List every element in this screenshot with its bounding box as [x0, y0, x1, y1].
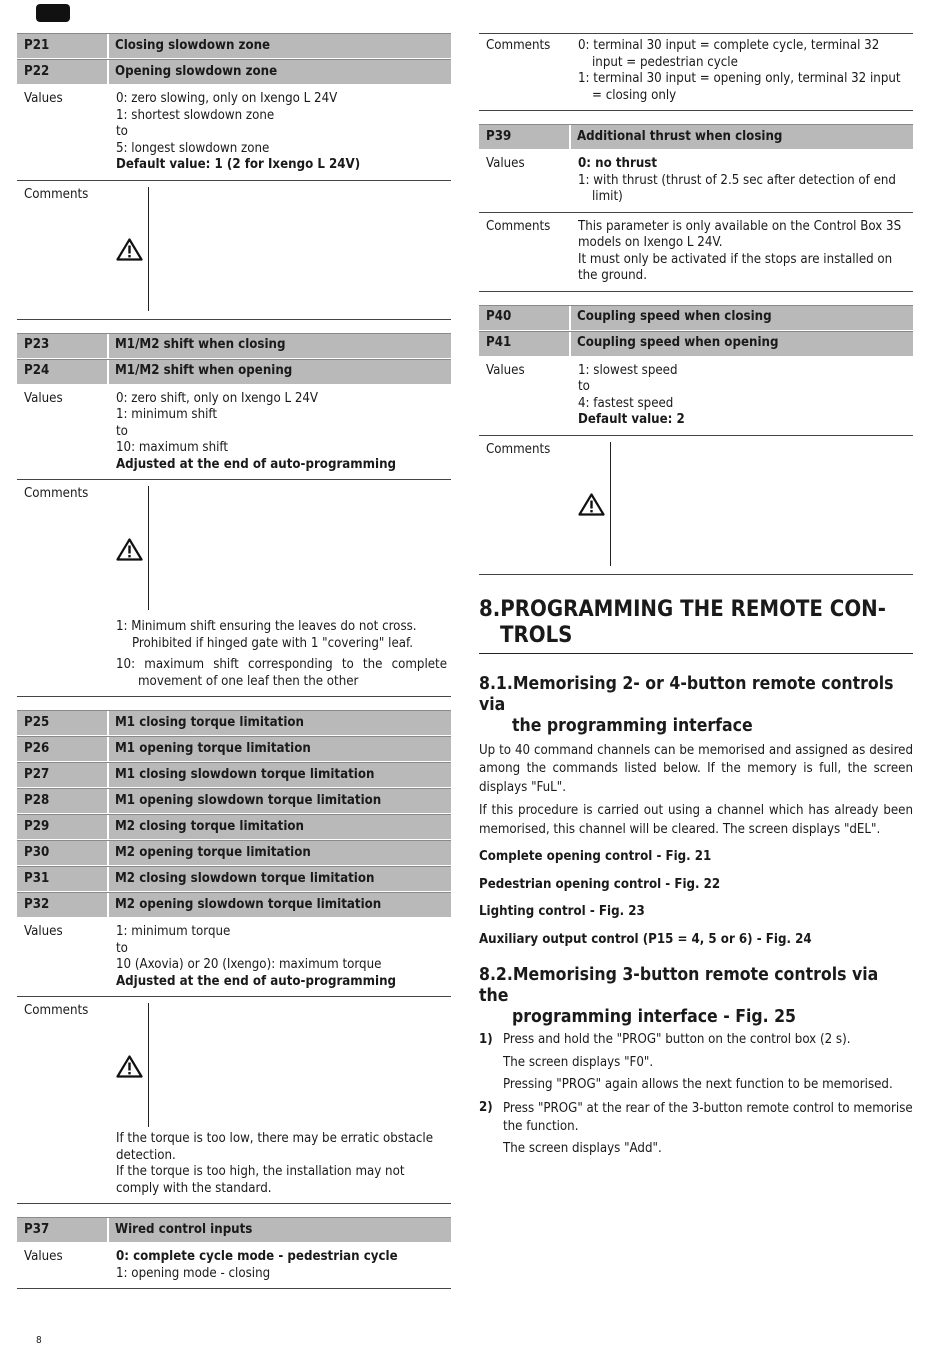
- right-column: [479, 33, 913, 1157]
- comments-label: Comments: [486, 218, 551, 234]
- param-header-p32: [17, 892, 451, 918]
- param-title: M2 closing slowdown torque limitation: [115, 870, 375, 886]
- comments-label: Comments: [24, 1003, 89, 1018]
- param-title: Coupling speed when closing: [577, 309, 772, 325]
- param-header-p26: [17, 736, 451, 762]
- values-row: [17, 1243, 451, 1289]
- param-title: Wired control inputs: [115, 1221, 253, 1237]
- note-line: If the torque is too high, the installation may not comply with the standard.: [116, 1164, 405, 1196]
- param-header-p27: [17, 762, 451, 788]
- param-code: P26: [17, 737, 109, 761]
- value-line-bold: 0: complete cycle mode - pedestrian cycle: [116, 1249, 398, 1264]
- param-code: P39: [479, 125, 571, 149]
- default-value: Adjusted at the end of auto-programming: [116, 973, 397, 989]
- left-column: [17, 33, 451, 1289]
- values-content: [578, 156, 913, 206]
- values-content: [578, 363, 913, 429]
- param-header-p23: [17, 333, 451, 359]
- step-extra: The screen displays "F0".: [503, 1054, 654, 1070]
- step-extra: The screen displays "Add".: [503, 1140, 662, 1156]
- value-line: to: [116, 423, 128, 439]
- param-code: P40: [479, 306, 571, 330]
- comment-line: This parameter is only available on the Control Box 3S models on Ixengo L 24V.: [578, 218, 902, 250]
- subsection-title-line2: programming interface - Fig. 25: [512, 1007, 797, 1027]
- default-value: Adjusted at the end of auto-programming: [116, 456, 397, 472]
- subsection-title-line1: Memorising 3-button remote controls via the: [479, 965, 879, 1006]
- warning-icon: [116, 486, 148, 612]
- param-title: Closing slowdown zone: [115, 37, 271, 53]
- param-header-p24: [17, 359, 451, 385]
- param-header-p31: [17, 866, 451, 892]
- section-heading: [479, 597, 913, 654]
- step-body: [503, 1100, 913, 1158]
- comment-line: 1: terminal 30 input = opening only, terminal 32 input = closing only: [578, 71, 901, 103]
- param-code: P37: [17, 1218, 109, 1242]
- divider: [148, 486, 149, 610]
- comments-label: Comments: [24, 486, 89, 501]
- comment-line: 0: terminal 30 input = complete cycle, terminal 32 input = pedestrian cycle: [578, 38, 880, 70]
- param-title: M1 opening slowdown torque limitation: [115, 792, 382, 808]
- param-code: P23: [17, 334, 109, 358]
- param-title: M2 opening slowdown torque limitation: [115, 896, 382, 912]
- control-heading: Complete opening control - Fig. 21: [479, 849, 712, 864]
- step-extra: Pressing "PROG" again allows the next function to be memorised.: [503, 1077, 893, 1092]
- param-title: Opening slowdown zone: [115, 63, 278, 79]
- param-title: M1/M2 shift when opening: [115, 363, 293, 379]
- subsection-heading-8-1: [479, 674, 913, 737]
- comments-label: Comments: [24, 186, 89, 202]
- comments-content: [116, 187, 451, 313]
- param-title: M2 opening torque limitation: [115, 844, 311, 860]
- param-header-p39: [479, 124, 913, 150]
- note-line: 1: Minimum shift ensuring the leaves do not cross. Prohibited if hinged gate with 1 "covering" leaf.: [116, 619, 417, 651]
- param-header-p37: [17, 1217, 451, 1243]
- param-title: M1 closing torque limitation: [115, 714, 304, 730]
- param-header-p41: [479, 331, 913, 357]
- comments-content: [116, 486, 451, 690]
- step-text: Press and hold the "PROG" button on the control box (2 s).: [503, 1032, 851, 1047]
- param-code: P22: [17, 60, 109, 84]
- section-number: 8.: [479, 596, 501, 622]
- values-label: Values: [24, 1249, 63, 1264]
- comment-line: It must only be activated if the stops are installed on the ground.: [578, 251, 893, 283]
- param-code: P28: [17, 789, 109, 813]
- values-label: Values: [24, 390, 63, 406]
- param-code: P32: [17, 893, 109, 917]
- values-row: [17, 385, 451, 481]
- comments-label: Comments: [486, 38, 551, 53]
- comments-row: [479, 33, 913, 111]
- warning-box: [116, 1003, 447, 1129]
- divider: [148, 187, 149, 311]
- page-number: 8: [36, 1335, 42, 1346]
- warning-box: [116, 187, 447, 313]
- value-line: 1: slowest speed: [578, 362, 678, 378]
- warning-icon: [116, 187, 148, 313]
- param-code: P24: [17, 360, 109, 384]
- comments-content: [578, 442, 913, 568]
- value-line-bold: 0: no thrust: [578, 156, 658, 171]
- param-header-p29: [17, 814, 451, 840]
- param-code: P31: [17, 867, 109, 891]
- param-header-p21: [17, 33, 451, 59]
- param-header-p22: [17, 59, 451, 85]
- param-title: M1/M2 shift when closing: [115, 337, 286, 353]
- step-body: [503, 1032, 893, 1094]
- param-title: M2 closing torque limitation: [115, 818, 304, 834]
- value-line: 1: opening mode - closing: [116, 1265, 271, 1281]
- values-row: [17, 918, 451, 997]
- value-line: 0: zero shift, only on Ixengo L 24V: [116, 390, 319, 406]
- value-line: to: [578, 379, 590, 394]
- warning-icon: [578, 442, 610, 568]
- param-code: P30: [17, 841, 109, 865]
- value-line: 1: minimum torque: [116, 924, 231, 939]
- subsection-title-line1: Memorising 2- or 4-button remote controls via: [479, 673, 894, 715]
- subsection-number: 8.2.: [479, 965, 513, 985]
- values-content: [116, 924, 451, 990]
- step-item: [479, 1100, 913, 1158]
- values-row: [479, 150, 913, 213]
- value-line: 4: fastest speed: [578, 395, 674, 411]
- comments-row: [479, 213, 913, 292]
- comments-row: [17, 480, 451, 697]
- control-heading: Pedestrian opening control - Fig. 22: [479, 876, 721, 892]
- values-content: [116, 91, 451, 174]
- param-title: Coupling speed when opening: [577, 335, 779, 351]
- control-heading: Auxiliary output control (P15 = 4, 5 or 6) - Fig. 24: [479, 931, 812, 947]
- paragraph: Up to 40 command channels can be memorised and assigned as desired among the commands listed below. If the memory is full, the screen displays "FuL".: [479, 742, 913, 795]
- warning-icon: [116, 1003, 148, 1129]
- param-code: P21: [17, 34, 109, 58]
- values-label: Values: [486, 156, 525, 171]
- value-line: 1: shortest slowdown zone: [116, 107, 275, 123]
- value-line: to: [116, 940, 128, 956]
- warning-box: [116, 486, 447, 612]
- param-header-p40: [479, 305, 913, 331]
- value-line: 1: with thrust (thrust of 2.5 sec after detection of end limit): [578, 172, 896, 204]
- values-row: [17, 85, 451, 181]
- values-label: Values: [486, 362, 525, 378]
- divider: [148, 1003, 149, 1127]
- comments-content: [578, 219, 913, 285]
- control-heading: Lighting control - Fig. 23: [479, 904, 645, 919]
- section-title-line1: PROGRAMMING THE REMOTE CON-: [500, 596, 886, 622]
- value-line: 10: maximum shift: [116, 440, 228, 455]
- default-value: Default value: 1 (2 for Ixengo L 24V): [116, 157, 361, 172]
- values-label: Values: [24, 91, 63, 106]
- param-title: M1 closing slowdown torque limitation: [115, 766, 375, 782]
- param-code: P25: [17, 711, 109, 735]
- subsection-title-line2: the programming interface: [512, 715, 753, 736]
- value-line: 0: zero slowing, only on Ixengo L 24V: [116, 91, 338, 106]
- language-tab: [36, 4, 70, 22]
- paragraph: If this procedure is carried out using a channel which has already been memorised, this channel will be cleared. The screen displays "dEL".: [479, 803, 913, 837]
- comments-row: [17, 997, 451, 1204]
- divider: [610, 442, 611, 566]
- values-row: [479, 357, 913, 436]
- param-header-p28: [17, 788, 451, 814]
- param-title: M1 opening torque limitation: [115, 740, 311, 756]
- step-text: Press "PROG" at the rear of the 3-button remote control to memorise the function.: [503, 1100, 913, 1134]
- value-line: 1: minimum shift: [116, 407, 217, 422]
- step-number: 1): [479, 1032, 493, 1047]
- comments-label: Comments: [486, 441, 551, 457]
- param-code: P27: [17, 763, 109, 787]
- step-item: [479, 1032, 913, 1094]
- note-line: If the torque is too low, there may be erratic obstacle detection.: [116, 1131, 433, 1163]
- param-title: Additional thrust when closing: [577, 128, 783, 144]
- value-line: 5: longest slowdown zone: [116, 140, 270, 156]
- subsection-heading-8-2: [479, 965, 913, 1028]
- step-number: 2): [479, 1099, 493, 1115]
- values-content: [116, 391, 451, 474]
- param-header-p25: [17, 710, 451, 736]
- value-line: 10 (Axovia) or 20 (Ixengo): maximum torque: [116, 957, 382, 972]
- param-code: P29: [17, 815, 109, 839]
- comments-row: [17, 181, 451, 320]
- section-title-line2: TROLS: [500, 622, 573, 648]
- comments-content: [116, 1003, 451, 1197]
- values-content: [116, 1249, 451, 1282]
- default-value: Default value: 2: [578, 412, 685, 427]
- param-header-p30: [17, 840, 451, 866]
- param-code: P41: [479, 332, 571, 356]
- comments-row: [479, 436, 913, 575]
- values-label: Values: [24, 924, 63, 939]
- value-line: to: [116, 124, 128, 139]
- comments-content: [578, 38, 913, 104]
- warning-box: [578, 442, 909, 568]
- subsection-number: 8.1.: [479, 673, 513, 694]
- note-line: 10: maximum shift corresponding to the complete movement of one leaf then the other: [116, 657, 447, 689]
